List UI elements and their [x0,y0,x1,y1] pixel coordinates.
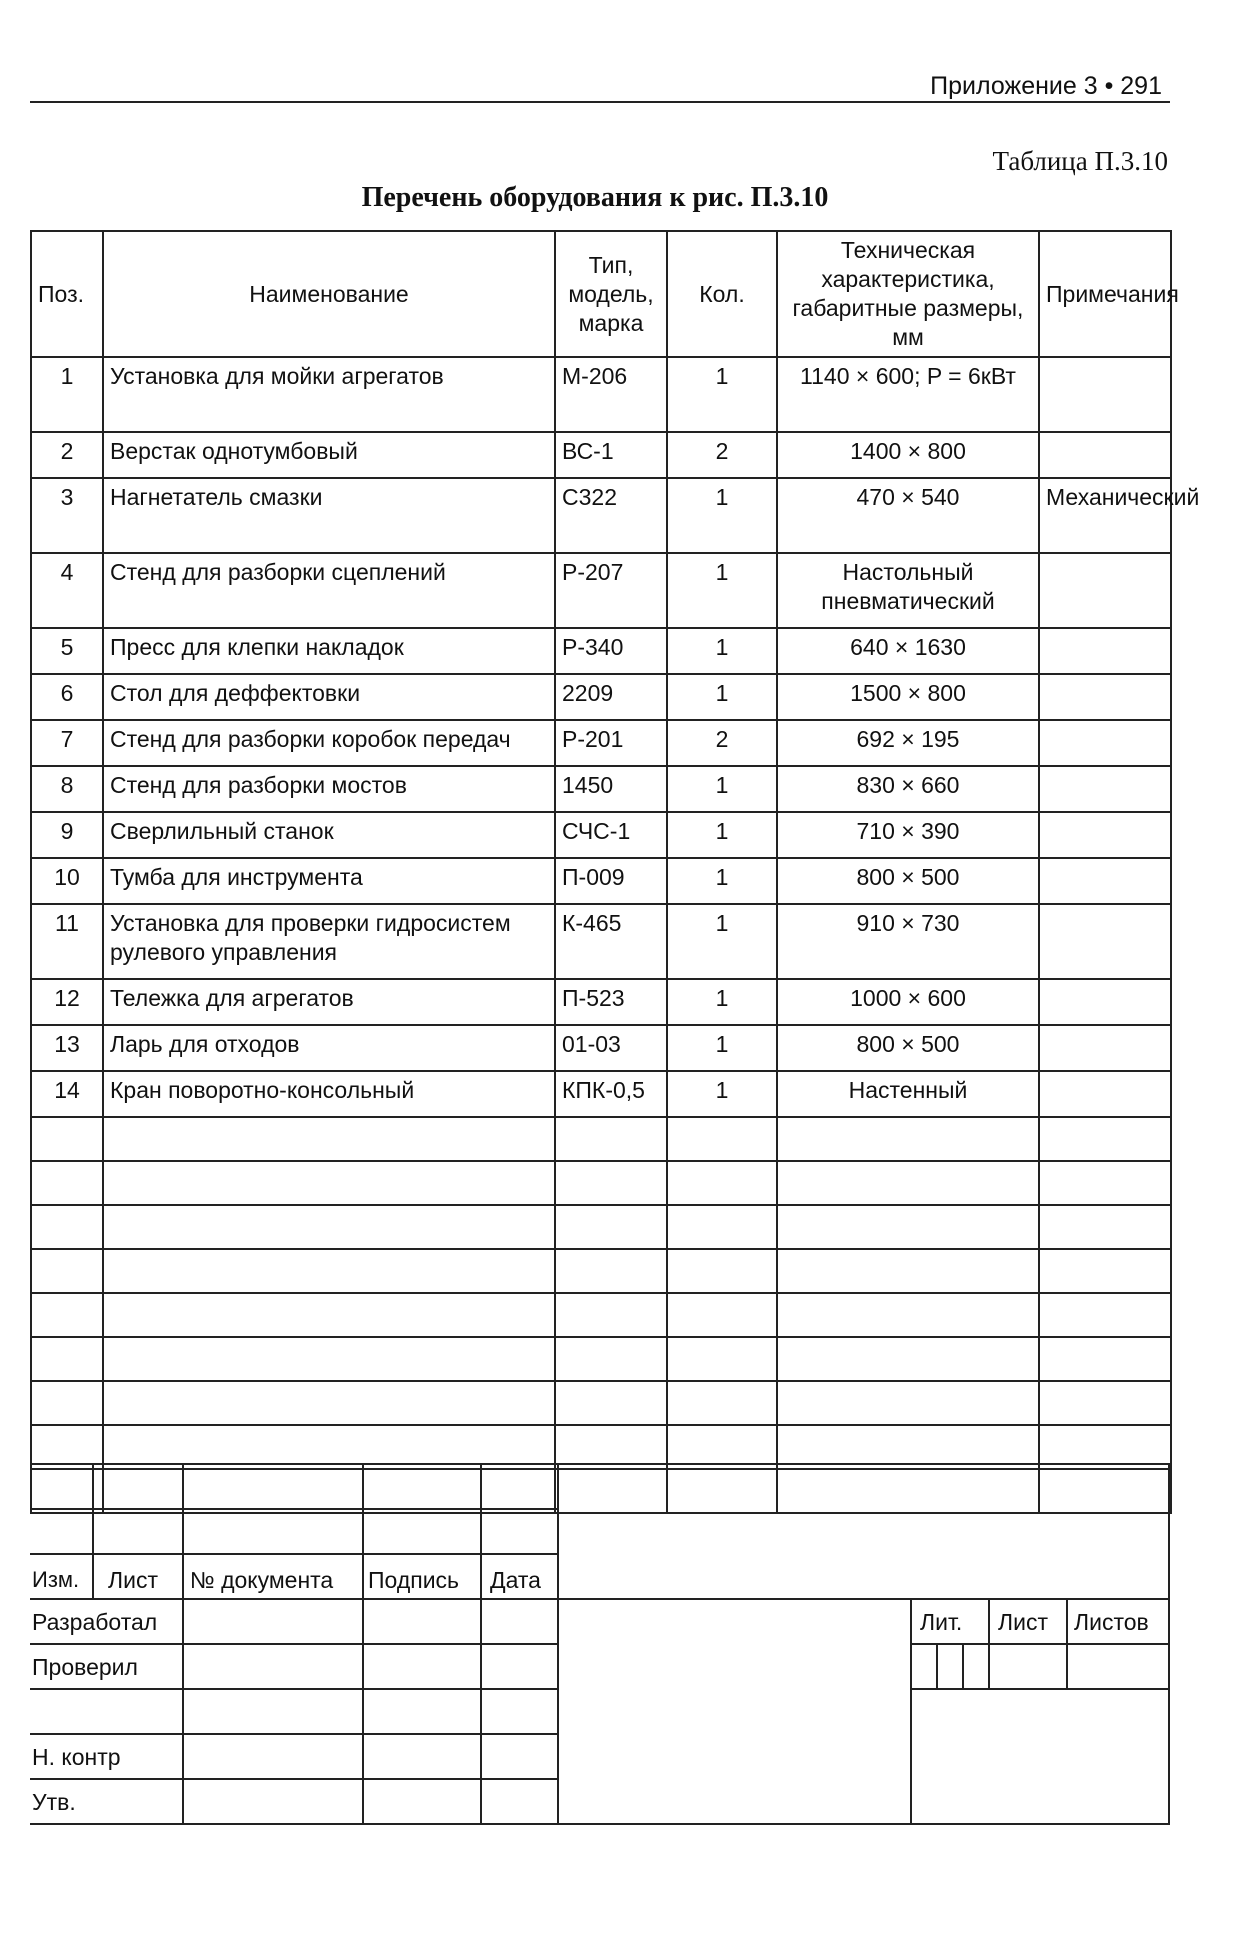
row-pos: 6 [31,674,103,720]
row-note [1039,858,1171,904]
row-spec: 1000 × 600 [777,979,1039,1025]
table-row [31,766,1171,812]
table-title: Перечень оборудования к рис. П.3.10 [361,182,829,213]
row-pos: 4 [31,553,103,628]
empty-cell [777,1205,1039,1249]
row-qty: 1 [667,904,777,979]
empty-cell [555,1117,667,1161]
row-name: Стенд для разборки сцеплений [103,553,555,628]
table-header-row [31,231,1171,357]
row-spec: 640 × 1630 [777,628,1039,674]
empty-cell [31,1381,103,1425]
row-name: Тумба для инструмента [103,858,555,904]
row-spec: 1140 × 600; P = 6кВт [777,357,1039,432]
row-qty: 1 [667,858,777,904]
stamp-hline [30,1553,557,1555]
row-pos: 10 [31,858,103,904]
table-row [31,478,1171,553]
row-note: Механический [1039,478,1171,553]
empty-cell [31,1205,103,1249]
row-pos: 1 [31,357,103,432]
row-spec: 710 × 390 [777,812,1039,858]
stamp-hline [30,1508,557,1510]
empty-table-row [31,1117,1171,1161]
empty-cell [1039,1381,1171,1425]
empty-cell [103,1205,555,1249]
empty-cell [31,1337,103,1381]
empty-cell [103,1293,555,1337]
row-pos: 7 [31,720,103,766]
row-note [1039,979,1171,1025]
table-row [31,628,1171,674]
running-head-rule [30,101,1170,103]
row-type: Р-340 [555,628,667,674]
empty-cell [667,1249,777,1293]
row-note [1039,628,1171,674]
row-type: С322 [555,478,667,553]
empty-cell [777,1381,1039,1425]
empty-cell [103,1161,555,1205]
empty-cell [777,1117,1039,1161]
row-name: Пресс для клепки накладок [103,628,555,674]
row-qty: 1 [667,1025,777,1071]
row-type: П-523 [555,979,667,1025]
stamp-sheets-label: Листов [1074,1609,1149,1635]
empty-cell [667,1337,777,1381]
row-qty: 2 [667,432,777,478]
row-note [1039,674,1171,720]
empty-cell [667,1117,777,1161]
row-pos: 13 [31,1025,103,1071]
row-type: Р-207 [555,553,667,628]
stamp-border-bottom [30,1823,1170,1825]
row-name: Стол для деффектовки [103,674,555,720]
row-spec: 800 × 500 [777,1025,1039,1071]
empty-table-row [31,1293,1171,1337]
row-pos: 5 [31,628,103,674]
row-pos: 2 [31,432,103,478]
stamp-hline [30,1688,557,1690]
row-qty: 1 [667,979,777,1025]
empty-cell [777,1161,1039,1205]
row-spec: 470 × 540 [777,478,1039,553]
row-note [1039,432,1171,478]
row-type: Р-201 [555,720,667,766]
row-note [1039,1071,1171,1117]
row-note [1039,357,1171,432]
row-qty: 1 [667,628,777,674]
table-row [31,357,1171,432]
stamp-hline [30,1778,557,1780]
stamp-border-top [30,1463,1170,1465]
table-row [31,812,1171,858]
equipment-table [30,230,1200,1514]
row-spec: Настенный [777,1071,1039,1117]
empty-cell [555,1205,667,1249]
empty-table-row [31,1381,1171,1425]
stamp-sheet-label: Лист [998,1609,1048,1635]
stamp-docno-label: № документа [190,1567,334,1593]
table-row [31,674,1171,720]
row-pos: 14 [31,1071,103,1117]
empty-cell [1039,1337,1171,1381]
row-type: 2209 [555,674,667,720]
row-qty: 1 [667,478,777,553]
stamp-vline [936,1643,938,1688]
empty-cell [667,1293,777,1337]
stamp-vline [962,1643,964,1688]
row-qty: 1 [667,1071,777,1117]
empty-cell [555,1249,667,1293]
empty-cell [777,1293,1039,1337]
empty-cell [103,1249,555,1293]
table-row [31,904,1171,979]
stamp-izm-label: Изм. [32,1567,80,1592]
table-label: Таблица П.3.10 [992,146,1168,176]
row-type: М-206 [555,357,667,432]
stamp-normcontrol-label: Н. контр [32,1744,121,1770]
col-header-pos: Поз. [31,231,103,357]
stamp-vline [92,1463,94,1598]
empty-table-row [31,1205,1171,1249]
row-name: Установка для проверки гидросистем рулевого управления [103,904,555,979]
empty-table-row [31,1161,1171,1205]
empty-cell [555,1381,667,1425]
empty-cell [31,1293,103,1337]
row-spec: 1500 × 800 [777,674,1039,720]
col-header-qty: Кол. [667,231,777,357]
empty-cell [103,1117,555,1161]
row-name: Сверлильный станок [103,812,555,858]
stamp-lit-label: Лит. [920,1609,963,1635]
row-pos: 9 [31,812,103,858]
table-row [31,1025,1171,1071]
row-pos: 12 [31,979,103,1025]
row-pos: 8 [31,766,103,812]
empty-cell [31,1161,103,1205]
row-pos: 3 [31,478,103,553]
row-name: Нагнетатель смазки [103,478,555,553]
stamp-hline [30,1643,557,1645]
stamp-developed-label: Разработал [32,1609,158,1635]
row-spec: 1400 × 800 [777,432,1039,478]
row-note [1039,904,1171,979]
empty-table-row [31,1249,1171,1293]
empty-cell [103,1337,555,1381]
table-row [31,858,1171,904]
empty-cell [667,1205,777,1249]
row-qty: 2 [667,720,777,766]
row-spec: 830 × 660 [777,766,1039,812]
row-spec: Настольный пневматический [777,553,1039,628]
stamp-list-label: Лист [108,1567,158,1593]
row-type: 1450 [555,766,667,812]
empty-cell [555,1161,667,1205]
row-name: Верстак однотумбовый [103,432,555,478]
table-row [31,979,1171,1025]
col-header-name: Наименование [103,231,555,357]
col-header-type: Тип, модель, марка [555,231,667,357]
running-head: Приложение 3 • 291 [930,72,1162,100]
empty-cell [667,1161,777,1205]
stamp-signature-label: Подпись [368,1567,460,1593]
row-name: Тележка для агрегатов [103,979,555,1025]
empty-cell [103,1381,555,1425]
stamp-hline [910,1688,1170,1690]
empty-cell [31,1249,103,1293]
empty-cell [1039,1249,1171,1293]
stamp-hline [910,1643,1170,1645]
row-type: П-009 [555,858,667,904]
row-spec: 910 × 730 [777,904,1039,979]
row-note [1039,720,1171,766]
row-spec: 800 × 500 [777,858,1039,904]
table-row [31,720,1171,766]
row-type: 01-03 [555,1025,667,1071]
row-note [1039,1025,1171,1071]
row-type: ВС-1 [555,432,667,478]
row-name: Установка для мойки агрегатов [103,357,555,432]
table-row [31,553,1171,628]
stamp-hline [30,1598,1170,1600]
row-type: КПК-0,5 [555,1071,667,1117]
row-type: СЧС-1 [555,812,667,858]
table-row [31,432,1171,478]
row-pos: 11 [31,904,103,979]
empty-cell [777,1249,1039,1293]
col-header-note: Примечания [1039,231,1171,357]
row-qty: 1 [667,553,777,628]
title-block [30,1463,1170,1825]
stamp-approved-label: Утв. [32,1789,76,1815]
empty-cell [667,1381,777,1425]
empty-table-row [31,1337,1171,1381]
row-note [1039,766,1171,812]
empty-cell [1039,1205,1171,1249]
empty-cell [777,1337,1039,1381]
row-spec: 692 × 195 [777,720,1039,766]
stamp-date-label: Дата [490,1567,541,1593]
row-name: Стенд для разборки коробок передач [103,720,555,766]
row-qty: 1 [667,766,777,812]
stamp-vline [557,1463,559,1825]
row-type: К-465 [555,904,667,979]
empty-cell [1039,1117,1171,1161]
empty-cell [1039,1161,1171,1205]
stamp-vline [910,1598,912,1825]
col-header-spec: Техническая характеристика, габаритные размеры, мм [777,231,1039,357]
row-qty: 1 [667,674,777,720]
row-name: Ларь для отходов [103,1025,555,1071]
row-qty: 1 [667,812,777,858]
empty-cell [1039,1293,1171,1337]
empty-cell [555,1337,667,1381]
row-note [1039,553,1171,628]
row-name: Кран поворотно-консольный [103,1071,555,1117]
row-name: Стенд для разборки мостов [103,766,555,812]
table-row [31,1071,1171,1117]
stamp-hline [30,1733,557,1735]
row-qty: 1 [667,357,777,432]
stamp-checked-label: Проверил [32,1654,138,1680]
row-note [1039,812,1171,858]
empty-cell [31,1117,103,1161]
empty-cell [555,1293,667,1337]
